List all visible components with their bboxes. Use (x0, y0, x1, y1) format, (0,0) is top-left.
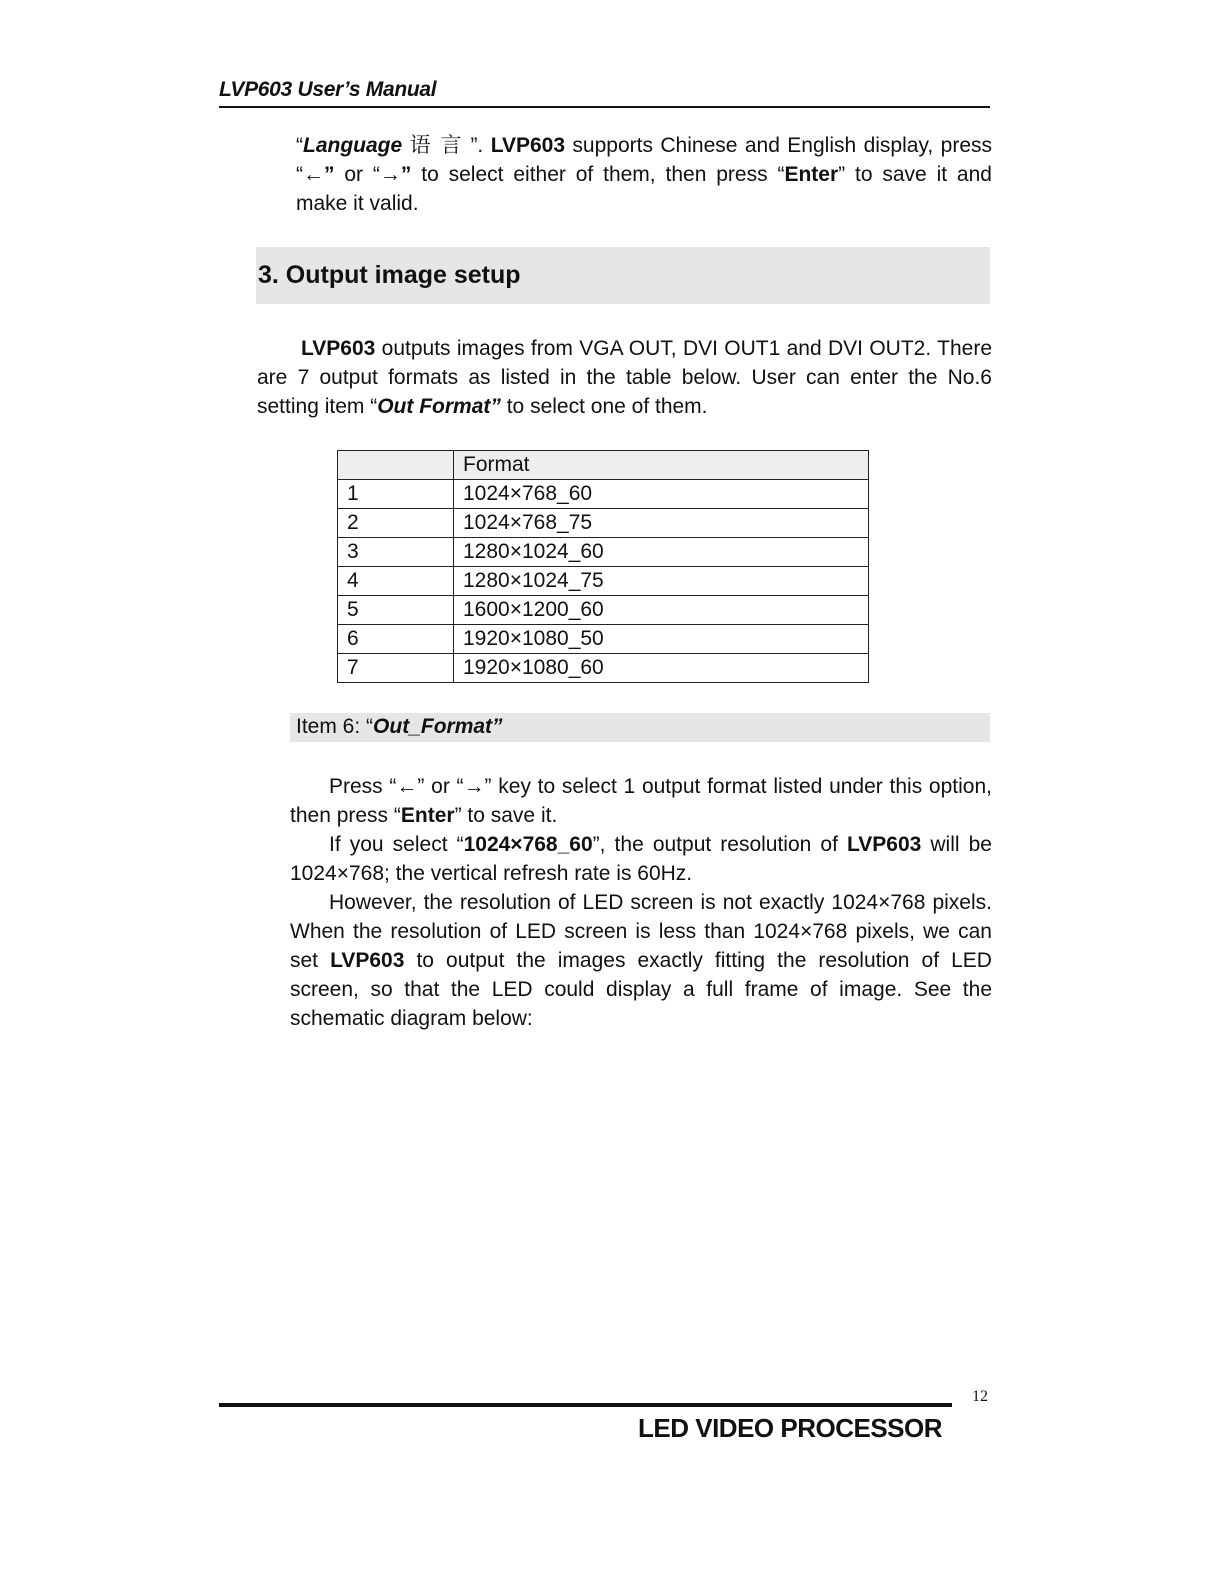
item-heading-bar (290, 713, 990, 742)
item-heading (296, 715, 503, 739)
page-number: 12 (972, 1388, 988, 1405)
table-cell-number: 4 (338, 567, 454, 596)
text: “ (296, 134, 303, 157)
table-cell-number: 1 (338, 480, 454, 509)
table-row (338, 625, 869, 654)
product-name: LVP603 (846, 833, 922, 856)
text: to output the images exactly fitting the resolution of LED screen, so that the LED could display a full frame of image. See the schematic diagram below: (290, 949, 992, 1030)
text: ” to save it. (454, 804, 558, 827)
body-paragraph (290, 888, 992, 1033)
text: ”, the output resolution of (592, 833, 847, 856)
language-paragraph (296, 131, 992, 218)
text: to select one of them. (500, 395, 708, 418)
table-header-cell (338, 451, 454, 480)
section-title: 3. Output image setup (258, 261, 521, 289)
table-row (338, 509, 869, 538)
header-title: LVP603 User’s Manual (219, 78, 437, 101)
text: will be 1024×768; the vertical refresh rate is 60Hz. (290, 833, 992, 885)
product-name: LVP603 (490, 134, 566, 157)
table-row (338, 596, 869, 625)
right-arrow-key: →” (379, 163, 412, 186)
setting-item-name: Out Format” (377, 395, 501, 418)
table-row (338, 654, 869, 683)
table-row (338, 567, 869, 596)
text: outputs images from VGA OUT, DVI OUT1 and DVI OUT2. There are 7 output formats as listed in the table below. User can enter the No.6 setting item “ (257, 337, 992, 418)
left-arrow-key: ←” (303, 163, 335, 186)
text: Press “←” or “→” key to select 1 output format listed under this option, then press “ (290, 775, 992, 827)
footer-title: LED VIDEO PROCESSOR (638, 1413, 942, 1443)
text: If you select “ (329, 833, 464, 856)
section-heading-bar (256, 247, 990, 304)
table-cell-format: 1280×1024_60 (454, 538, 869, 567)
body-paragraph (290, 772, 992, 830)
body-text (290, 772, 992, 1033)
header-rule (219, 106, 990, 108)
item-name: Out_Format” (373, 715, 503, 738)
text: to select either of them, then press “ (411, 163, 785, 186)
table-row (338, 480, 869, 509)
language-chinese: 语 言 (409, 133, 464, 157)
enter-key: Enter (400, 804, 455, 827)
table-row (338, 538, 869, 567)
text: supports Chinese and English display, press “ (296, 134, 992, 186)
text: or “ (334, 163, 380, 186)
table-cell-format: 1920×1080_50 (454, 625, 869, 654)
item-prefix: Item 6: “ (296, 715, 374, 738)
output-paragraph (257, 334, 992, 421)
output-format-table (337, 450, 869, 683)
table-cell-number: 3 (338, 538, 454, 567)
text: ” to save it and make it valid. (296, 163, 992, 215)
table-cell-format: 1024×768_60 (454, 480, 869, 509)
product-name: LVP603 (330, 949, 405, 972)
language-label: Language (303, 134, 403, 157)
table-header-row (338, 451, 869, 480)
table-cell-format: 1920×1080_60 (454, 654, 869, 683)
footer-rule (219, 1403, 952, 1407)
text: ”. (463, 134, 491, 157)
table-cell-format: 1280×1024_75 (454, 567, 869, 596)
table-cell-format: 1600×1200_60 (454, 596, 869, 625)
table-cell-number: 2 (338, 509, 454, 538)
table-header-cell: Format (454, 451, 869, 480)
enter-key: Enter (784, 163, 839, 186)
table-cell-number: 6 (338, 625, 454, 654)
table-cell-number: 7 (338, 654, 454, 683)
table-cell-format: 1024×768_75 (454, 509, 869, 538)
product-name: LVP603 (301, 337, 376, 360)
body-paragraph (290, 830, 992, 888)
text: However, the resolution of LED screen is not exactly 1024×768 pixels. When the resolution of LED screen is less than 1024×768 pixels, we can set (290, 891, 992, 972)
table-cell-number: 5 (338, 596, 454, 625)
selected-format: 1024×768_60 (463, 833, 593, 856)
